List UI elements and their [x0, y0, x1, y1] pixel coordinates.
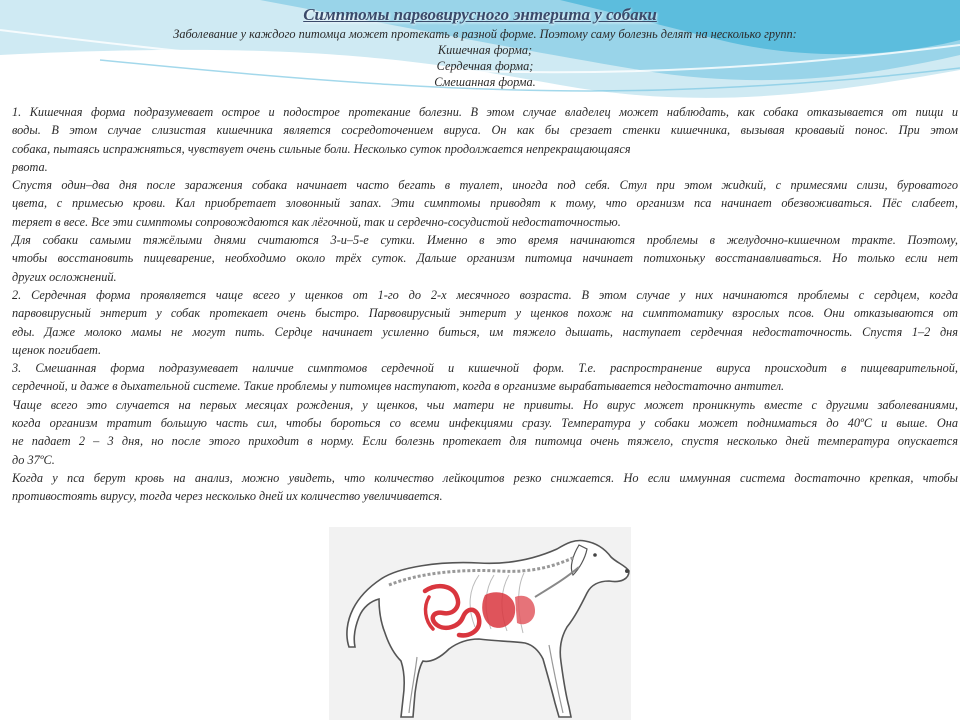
body-line: до 37ºC. — [12, 452, 55, 467]
body-line: чтобы восстановить пищеварение, необходимо около трёх суток. Дальше организм питомца начинает потихоньку восстанавливаться. Но только если нет — [12, 251, 958, 266]
body-line: еды. Даже молоко мамы не могут пить. Сердце начинает усиленно биться, им тяжело дышать, наступает сердечная недостаточность. Спустя 1–2 дня — [12, 324, 958, 339]
body-line: сердечной, и даже в дыхательной системе. Такие проблемы у питомцев наступают, когда в организме вырабатывается недостаточно антител. — [12, 379, 785, 394]
body-line: щенок погибает. — [12, 342, 102, 357]
dog-eye — [593, 553, 597, 557]
dog-anatomy-figure — [329, 527, 631, 720]
intro-line: Заболевание у каждого питомца может протекать в разной форме. Поэтому саму болезнь делят на несколько групп: — [173, 27, 797, 41]
intro-line: Сердечная форма; — [436, 59, 534, 73]
body-line: Чаще всего это случается на первых месяцах рождения, у щенков, чьи матери не привиты. Но вирус может проникнуть вместе с другими заболеваниями, — [12, 397, 958, 412]
body-line: Когда у пса берут кровь на анализ, можно увидеть, что количество лейкоцитов резко снижается. Но если иммунная система достаточно крепкая, чтобы — [12, 470, 958, 485]
body-line: когда организм тратит большую часть сил, чтобы бороться со всеми инфекциями сразу. Температура у собаки может подниматься до 40ºC и выше. Она — [12, 416, 958, 431]
body-line: цвета, с примесью крови. Кал приобретает зловонный запах. Эти симптомы приводят к тому, что организм пса начинает обезвоживаться. Пёс слабеет, — [12, 196, 958, 211]
dog-anatomy-icon — [329, 527, 631, 720]
body-line: рвота. — [12, 159, 48, 174]
intro-block — [130, 26, 840, 90]
body-line: теряет в весе. Все эти симптомы сопровождаются как лёгочной, так и сердечно-сосудистой недостаточностью. — [12, 214, 621, 229]
body-line: противостоять вирусу, тогда через несколько дней их количество увеличивается. — [12, 489, 443, 504]
body-line: Спустя один–два дня после заражения собака начинает часто бегать в туалет, иногда под себя. Стул при этом жидкий, с примесями слизи, буроватого — [12, 178, 958, 193]
body-line: 2. Сердечная форма проявляется чаще всего у щенков от 1-го до 2-х месячного возраста. В этом случае у них начинаются проблемы с сердцем, когда — [12, 287, 958, 302]
body-text — [12, 103, 958, 506]
body-line: парвовирусный энтерит у собак протекает очень быстро. Парвовирусный энтерит у щенков похож на симптоматику взрослых псов. Они отказываются от — [12, 306, 958, 321]
intro-line: Кишечная форма; — [437, 43, 533, 57]
dog-nose — [625, 569, 629, 573]
dog-outline — [347, 540, 629, 717]
body-line: других осложнений. — [12, 269, 117, 284]
dog-stomach — [482, 592, 515, 628]
body-line: воды. В этом случае слизистая кишечника является сосредоточением вируса. Он как бы срезает стенки кишечника, вызывая кровавый понос. При этом — [12, 123, 958, 138]
body-line: 1. Кишечная форма подразумевает острое и подострое протекание болезни. В этом случае владелец может наблюдать, как собака отказывается от пищи и — [12, 105, 958, 119]
body-line: не падает 2 – 3 дня, но после этого приходит в норму. Если болезнь протекает для питомца очень тяжело, спустя несколько дней температура опускается — [12, 434, 958, 449]
body-line: собака, пытаясь испражняться, чувствует очень сильные боли. Несколько суток продолжается непрекращающаяся — [12, 141, 631, 156]
body-line: 3. Смешанная форма подразумевает наличие симптомов сердечной и кишечной форм. Т.е. распространение вируса происходит в пищеварительной, — [12, 361, 958, 376]
body-line: Для собаки самыми тяжёлыми днями считаются 3-и–5-е сутки. Именно в это время начинаются проблемы в желудочно-кишечном тракте. Поэтому, — [12, 233, 958, 248]
intro-line: Смешанная форма. — [434, 75, 536, 89]
slide-title: Симптомы парвовирусного энтерита у собаки — [303, 5, 657, 24]
